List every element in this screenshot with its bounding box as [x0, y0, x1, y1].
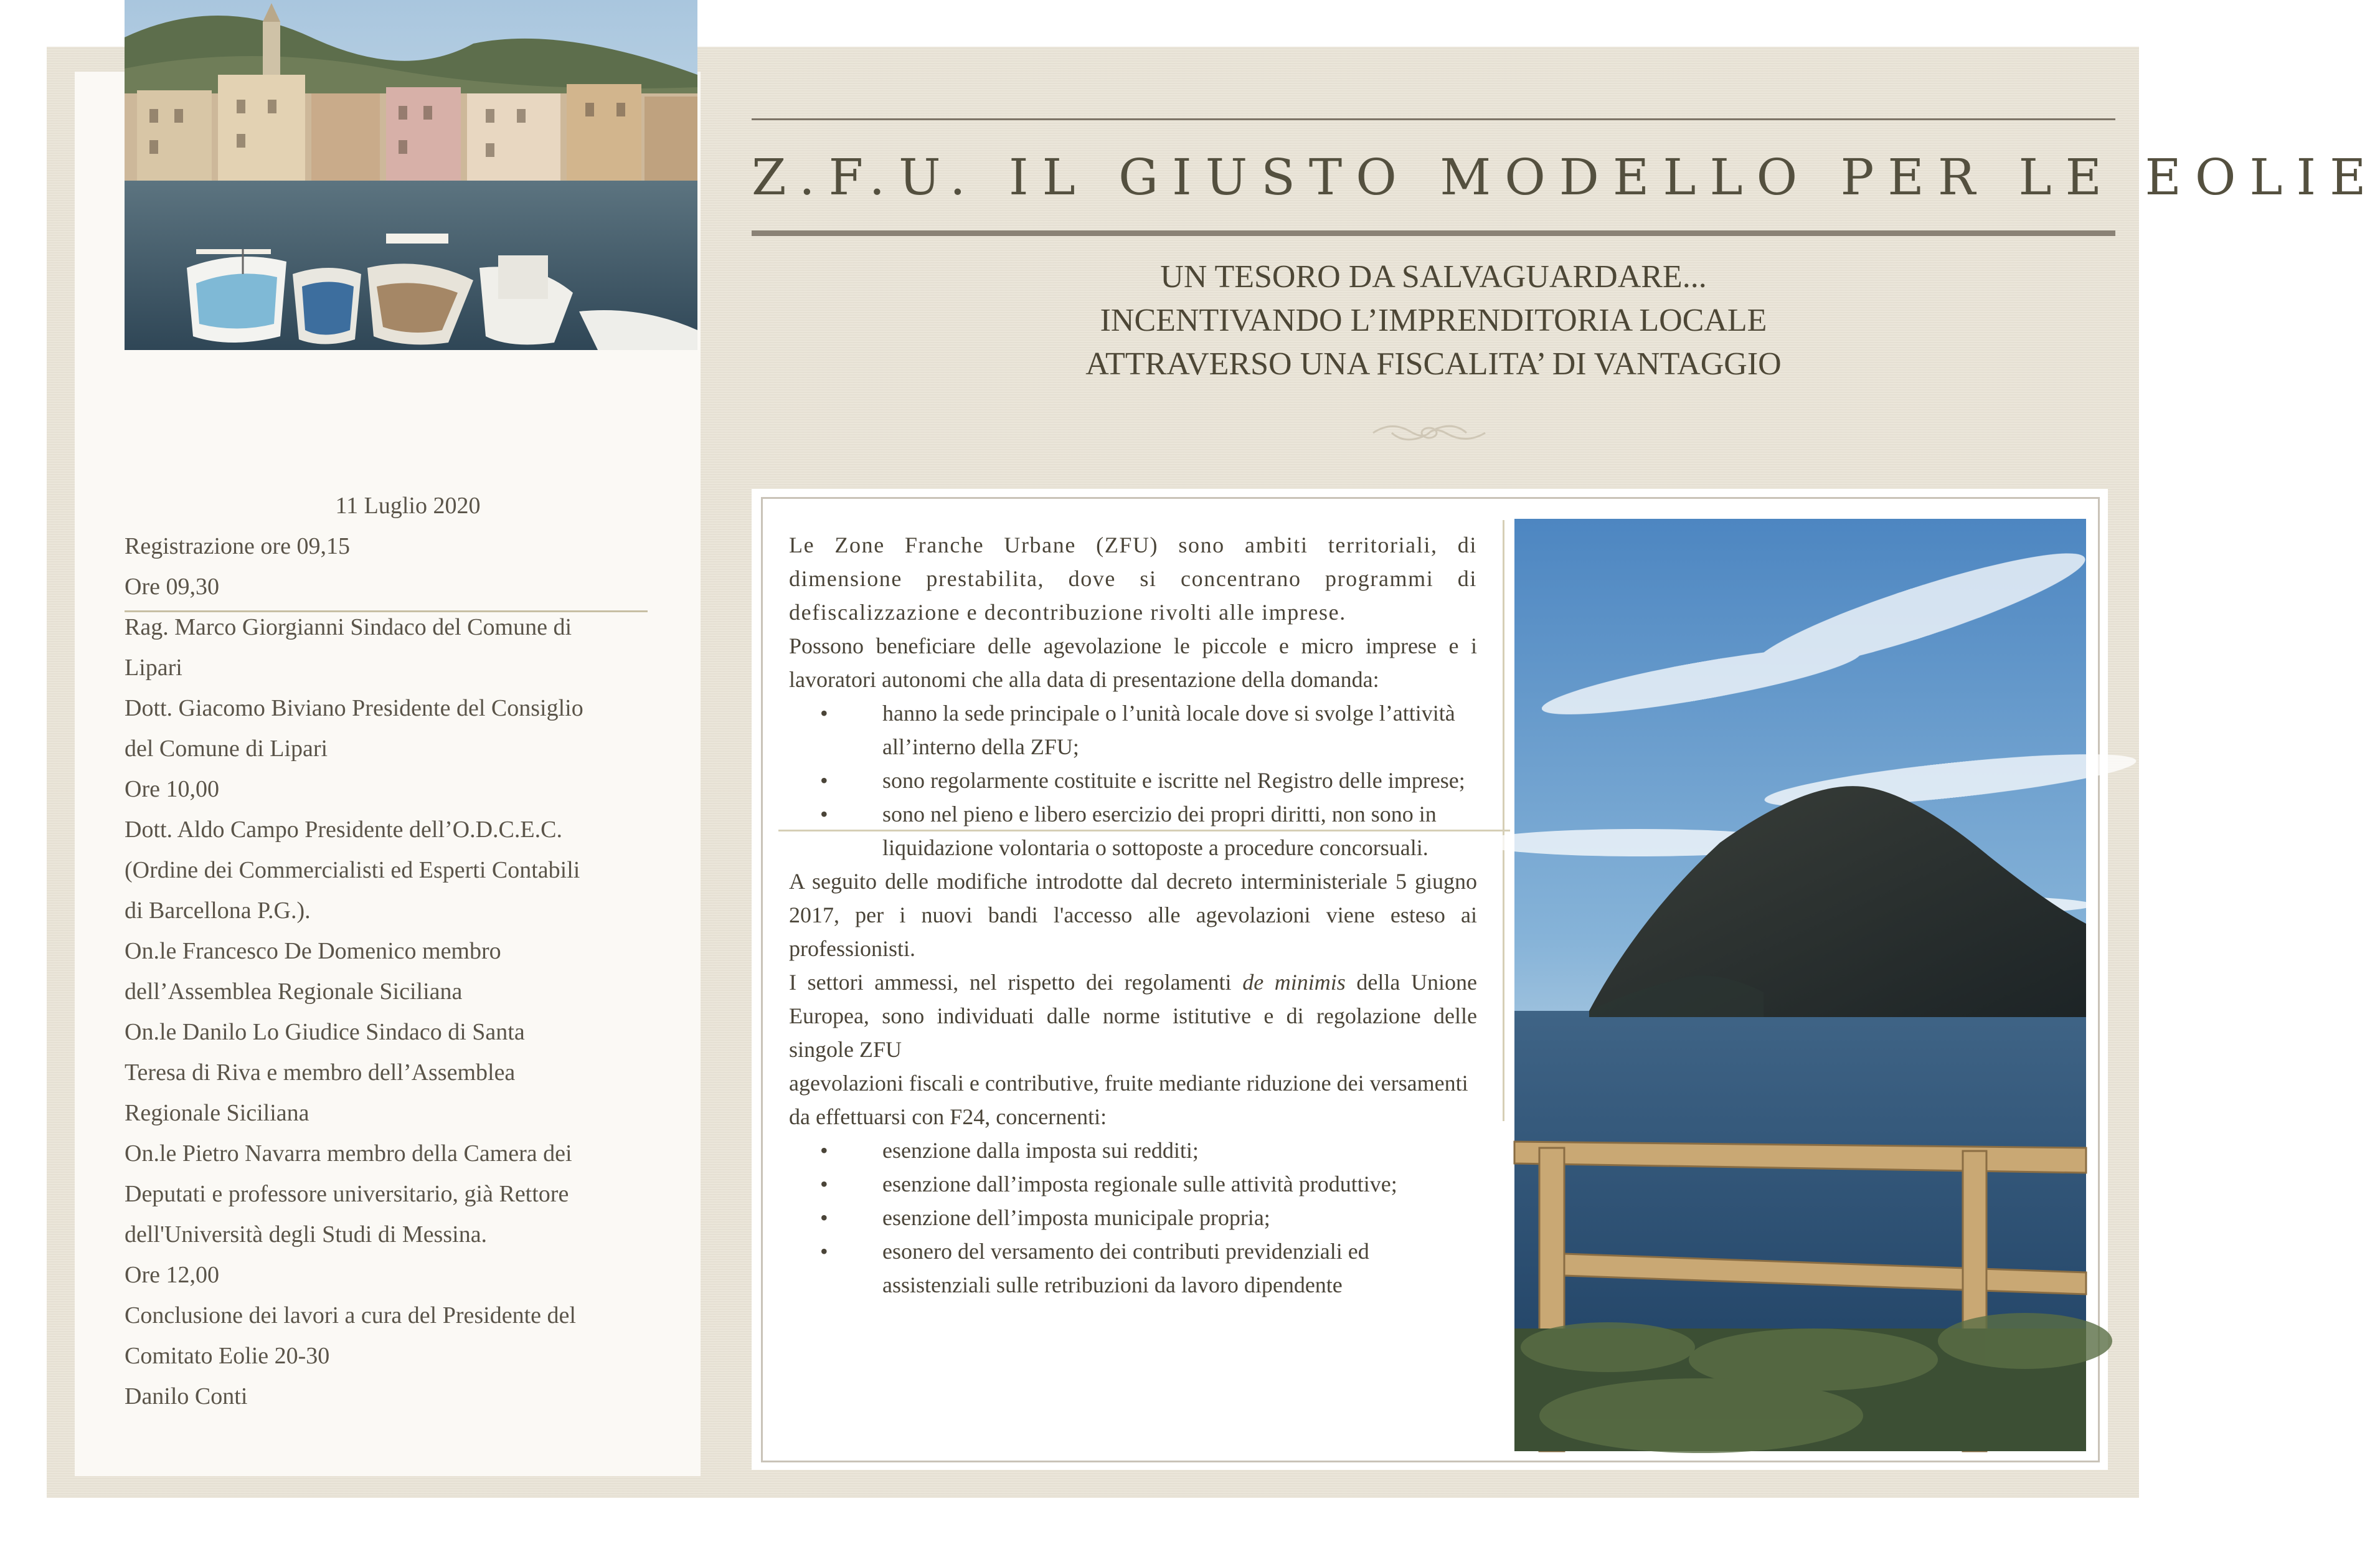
- schedule-line: Comitato Eolie 20-30: [125, 1343, 330, 1369]
- beneficiaries-paragraph: Possono beneficiare delle agevolazione le piccole e micro imprese e i lavoratori autonomi che alla data di presentazione della domanda:: [789, 633, 1477, 692]
- schedule-line: On.le Pietro Navarra membro della Camera dei: [125, 1140, 572, 1167]
- schedule-line: Conclusione dei lavori a cura del Presidente del: [125, 1302, 576, 1329]
- schedule-line: Ore 10,00: [125, 776, 219, 802]
- flourish-ornament-icon: [1367, 414, 1491, 452]
- subtitle-line-2: INCENTIVANDO L’IMPRENDITORIA LOCALE: [1100, 303, 1767, 338]
- schedule-line: On.le Francesco De Domenico membro: [125, 938, 501, 964]
- schedule-line: (Ordine dei Commercialisti ed Esperti Contabili: [125, 857, 580, 883]
- schedule-line: Danilo Conti: [125, 1383, 248, 1409]
- requirement-item: • hanno la sede principale o l’unità locale dove si svolge l’attività all’interno della ZFU;: [820, 701, 1455, 759]
- schedule-divider: [125, 610, 648, 612]
- schedule-line: Dott. Aldo Campo Presidente dell’O.D.C.E.C.: [125, 817, 562, 843]
- schedule-line: Lipari: [125, 655, 182, 681]
- schedule-line: del Comune di Lipari: [125, 736, 328, 762]
- schedule-line: Registrazione ore 09,15: [125, 533, 350, 559]
- benefit-item: • esenzione dalla imposta sui redditi;: [820, 1138, 1199, 1163]
- schedule-line: Ore 12,00: [125, 1262, 219, 1288]
- schedule-line: Regionale Siciliana: [125, 1100, 309, 1126]
- harbour-photo: [125, 0, 697, 350]
- schedule-line: Deputati e professore universitario, già Rettore: [125, 1181, 569, 1207]
- decorative-vertical-line: [1503, 520, 1504, 1121]
- schedule-line: di Barcellona P.G.).: [125, 898, 311, 924]
- schedule-line: dell’Assemblea Regionale Siciliana: [125, 978, 463, 1005]
- schedule-line: Dott. Giacomo Biviano Presidente del Consiglio: [125, 695, 583, 721]
- subtitle-line-3: ATTRAVERSO UNA FISCALITA’ DI VANTAGGIO: [1085, 346, 1782, 382]
- schedule-line: Teresa di Riva e membro dell’Assemblea: [125, 1059, 516, 1086]
- sectors-paragraph: I settori ammessi, nel rispetto dei regolamenti de minimis della Unione Europea, sono individuati dalle norme istitutive e di regolazione delle singole ZFU: [789, 970, 1477, 1062]
- fiscal-paragraph: agevolazioni fiscali e contributive, fruite mediante riduzione dei versamenti da effettuarsi con F24, concernenti:: [789, 1071, 1468, 1129]
- title-bottom-rule: [752, 230, 2115, 236]
- schedule-line: On.le Danilo Lo Giudice Sindaco di Santa: [125, 1019, 525, 1045]
- schedule-line: Ore 09,30: [125, 574, 219, 600]
- subtitle-line-1: UN TESORO DA SALVAGUARDARE...: [1160, 259, 1707, 295]
- event-date: 11 Luglio 2020: [335, 493, 481, 519]
- event-schedule: [125, 486, 666, 1417]
- island-photo: [1514, 519, 2086, 1451]
- page-title: Z.F.U. IL GIUSTO MODELLO PER LE EOLIE: [752, 148, 2380, 206]
- schedule-line: dell'Università degli Studi di Messina.: [125, 1221, 488, 1248]
- zfu-description: [789, 528, 1477, 1302]
- benefit-item: • esonero del versamento dei contributi previdenziali ed assistenziali sulle retribuzioni da lavoro dipendente: [820, 1239, 1369, 1297]
- benefit-item: • esenzione dell’imposta municipale propria;: [820, 1205, 1270, 1230]
- requirement-item: • sono regolarmente costituite e iscritte nel Registro delle imprese;: [820, 768, 1465, 793]
- title-top-rule: [752, 118, 2115, 120]
- decree-paragraph: A seguito delle modifiche introdotte dal decreto interministeriale 5 giugno 2017, per i nuovi bandi l'accesso alle agevolazioni viene esteso ai professionisti.: [789, 869, 1477, 961]
- intro-paragraph: Le Zone Franche Urbane (ZFU) sono ambiti territoriali, di dimensione prestabilita, dove si concentrano programmi di defiscalizzazione e decontribuzione rivolti alle imprese.: [789, 533, 1477, 625]
- schedule-line: Rag. Marco Giorgianni Sindaco del Comune di: [125, 614, 572, 640]
- requirement-item: • sono nel pieno e libero esercizio dei propri diritti, non sono in liquidazione volontaria o sottoposte a procedure concorsuali.: [820, 802, 1437, 860]
- benefit-item: • esenzione dall’imposta regionale sulle attività produttive;: [820, 1172, 1397, 1196]
